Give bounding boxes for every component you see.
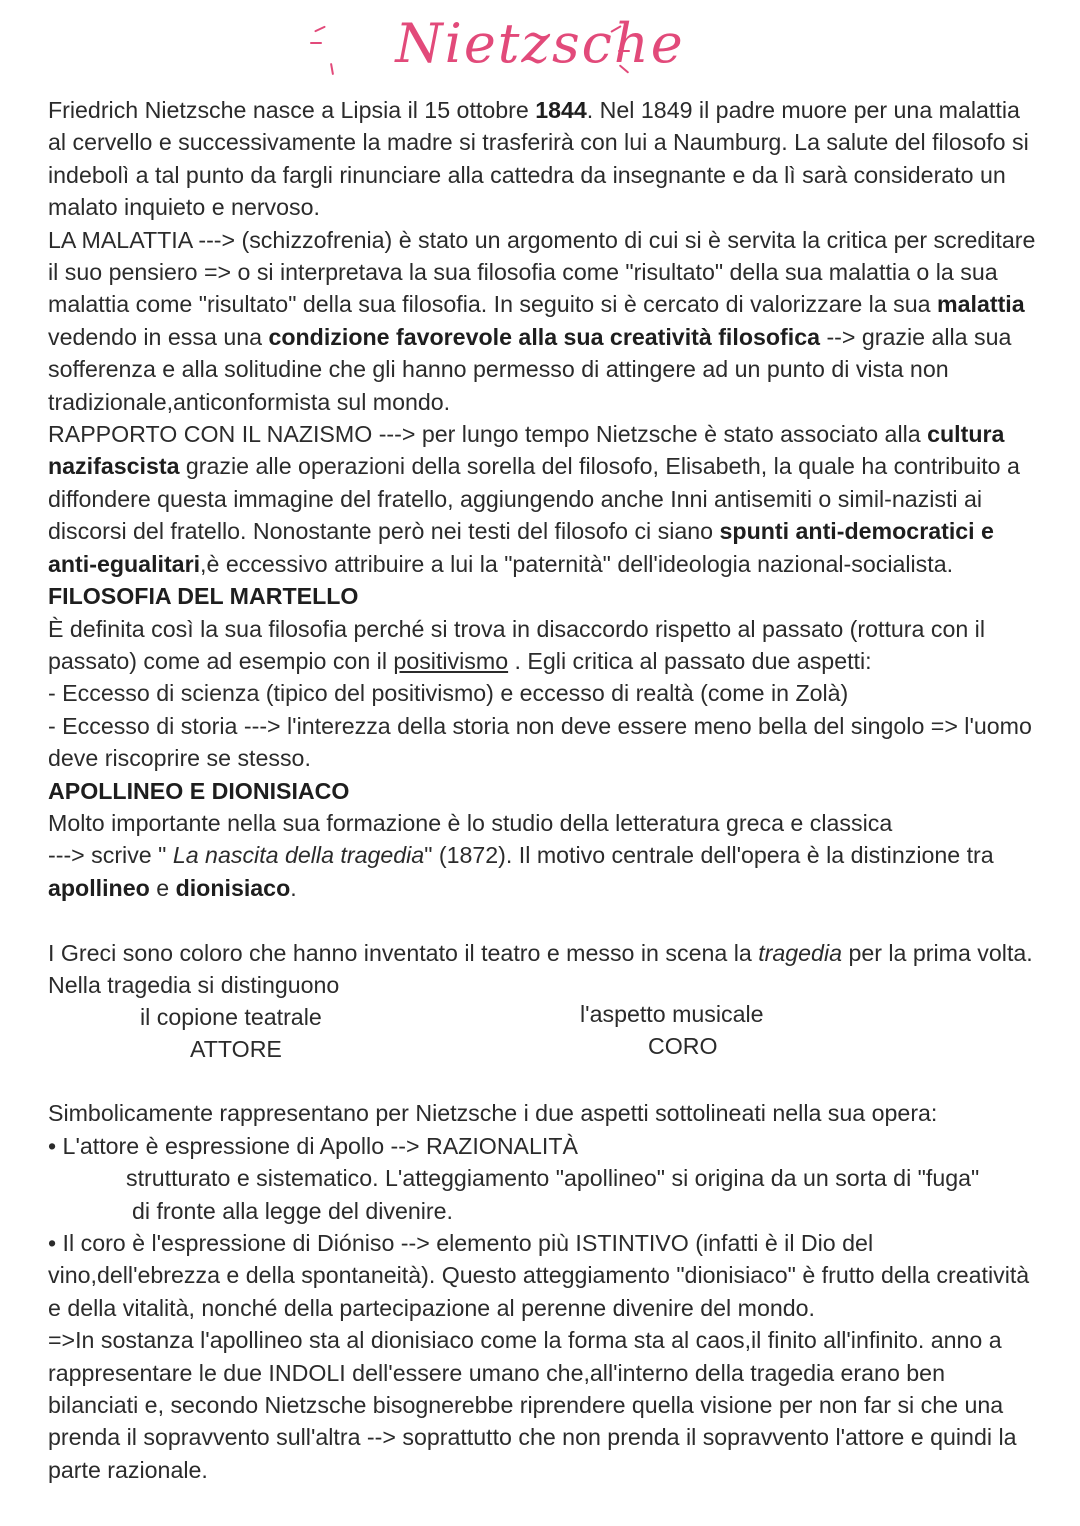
right-column-term: CORO xyxy=(648,1033,718,1060)
section-heading: APOLLINEO E DIONISIACO xyxy=(48,777,350,804)
text: vedendo in essa una xyxy=(48,323,269,350)
document-body xyxy=(48,94,1038,1486)
paragraph-formazione xyxy=(48,807,1038,904)
left-column-term: ATTORE xyxy=(190,1036,282,1063)
bullet-attore-detail: di fronte alla legge del divenire. xyxy=(132,1197,453,1224)
paragraph-biography xyxy=(48,94,1038,224)
bullet-attore: • L'attore è espressione di Apollo --> RAZIONALITÀ xyxy=(48,1132,578,1159)
birth-year: 1844 xyxy=(535,97,587,123)
heading-martello xyxy=(48,580,1038,612)
text: " (1872). Il motivo centrale dell'opera è la distinzione tra xyxy=(424,842,994,869)
text: Molto importante nella sua formazione è lo studio della letteratura greca e classica xyxy=(48,809,893,836)
section-heading: FILOSOFIA DEL MARTELLO xyxy=(48,583,359,610)
italic-text: La nascita della tragedia xyxy=(172,842,425,869)
underlined-text: positivismo xyxy=(393,647,509,674)
text: RAPPORTO CON IL NAZISMO ---> per lungo tempo Nietzsche è stato associato alla xyxy=(48,421,928,448)
right-column-label: l'aspetto musicale xyxy=(580,1001,764,1028)
text: e xyxy=(149,874,176,901)
text: È definita così la sua filosofia perché si trova in disaccordo rispetto al passato (rottura con il passato) come ad esempio con il xyxy=(48,615,985,674)
left-column-label: il copione teatrale xyxy=(140,1004,322,1031)
text: I Greci sono coloro che hanno inventato il teatro e messo in scena la xyxy=(48,939,759,966)
list-item: - Eccesso di scienza (tipico del positivismo) e eccesso di realtà (come in Zolà) xyxy=(48,680,849,707)
bold-text: condizione favorevole alla sua creatività filosofica xyxy=(268,323,820,350)
text: per la prima volta. Nella tragedia si distinguono xyxy=(48,939,1033,998)
title-area xyxy=(0,2,1080,92)
bold-text: spunti anti-democratici e anti-egualitari xyxy=(48,518,994,577)
bold-text: dionisiaco xyxy=(175,874,291,901)
spacer xyxy=(48,904,1038,936)
text: . Egli critica al passato due aspetti: xyxy=(508,647,872,674)
paragraph-nazismo xyxy=(48,418,1038,580)
italic-text: tragedia xyxy=(758,939,842,966)
text: grazie alle operazioni della sorella del filosofo, Elisabeth, la quale ha contribuito a diffondere questa immagine del fratello, aggiungendo anche Inni antisemiti o simil-nazisti ai discorsi del fratello. Nonostante però nei testi del filosofo ci siano xyxy=(48,453,1020,545)
text: Friedrich Nietzsche nasce a Lipsia il 15 ottobre xyxy=(48,97,536,123)
heading-apollineo xyxy=(48,775,1038,807)
text: . xyxy=(290,874,297,901)
paragraph-malattia xyxy=(48,224,1038,418)
list-item: - Eccesso di storia ---> l'interezza della storia non deve essere meno bella del singolo => l'uomo deve riscoprire se stesso. xyxy=(48,712,1032,772)
text: ---> scrive " xyxy=(48,842,173,869)
comparison-columns xyxy=(48,1001,1038,1097)
bullet-attore-detail: strutturato e sistematico. L'atteggiamento "apollineo" si origina da un sorta di "fuga" xyxy=(126,1165,980,1192)
bold-text: cultura nazifascista xyxy=(48,421,1005,480)
text: --> grazie alla sua sofferenza e alla solitudine che gli hanno permesso di attingere ad un punto di vista non tradizionale,anticonformista sul mondo. xyxy=(48,323,1012,415)
paragraph-greci xyxy=(48,937,1038,1002)
paragraph-simbolicamente: Simbolicamente rappresentano per Nietzsche i due aspetti sottolineati nella sua opera: xyxy=(48,1100,938,1127)
bold-text: apollineo xyxy=(48,874,150,901)
text: ,è eccessivo attribuire a lui la "paternità" dell'ideologia nazional-socialista. xyxy=(200,550,954,577)
bullet-coro: • Il coro è l'espressione di Dióniso --> elemento più ISTINTIVO (infatti è il Dio del vino,dell'ebrezza e della spontaneità). Questo atteggiamento "dionisiaco" è frutto della creatività e della vitalità, nonché della partecipazione al perenne divenire del mondo. xyxy=(48,1229,1030,1321)
page-title: Nietzsche xyxy=(395,12,685,75)
paragraph-conclusione: =>In sostanza l'apollineo sta al dionisiaco come la forma sta al caos,il finito all'infinito. anno a rappresentare le due INDOLI dell'essere umano che,all'interno della tragedia erano ben bilanciati e, secondo Nietzsche bisognerebbe riprendere quella visione per non far si che una prenda il sopravvento sull'altra --> soprattutto che non prenda il sopravvento l'attore e quindi la parte razionale. xyxy=(48,1327,1017,1483)
bold-text: malattia xyxy=(937,291,1025,318)
text: LA MALATTIA ---> (schizzofrenia) è stato un argomento di cui si è servita la critica per screditare il suo pensiero => o si interpretava la sua filosofia come "risultato" della sua malattia o la sua malattia come "risultato" della sua filosofia. In seguito si è cercato di valorizzare la sua xyxy=(48,226,1036,318)
text: . Nel 1849 il padre muore per una malattia al cervello e successivamente la madre si trasferirà con lui a Naumburg. La salute del filosofo si indebolì a tal punto da fargli rinunciare alla cattedra da insegnante e da lì sarà considerato un malato inquieto e nervoso. xyxy=(48,97,1029,221)
paragraph-martello xyxy=(48,613,1038,678)
